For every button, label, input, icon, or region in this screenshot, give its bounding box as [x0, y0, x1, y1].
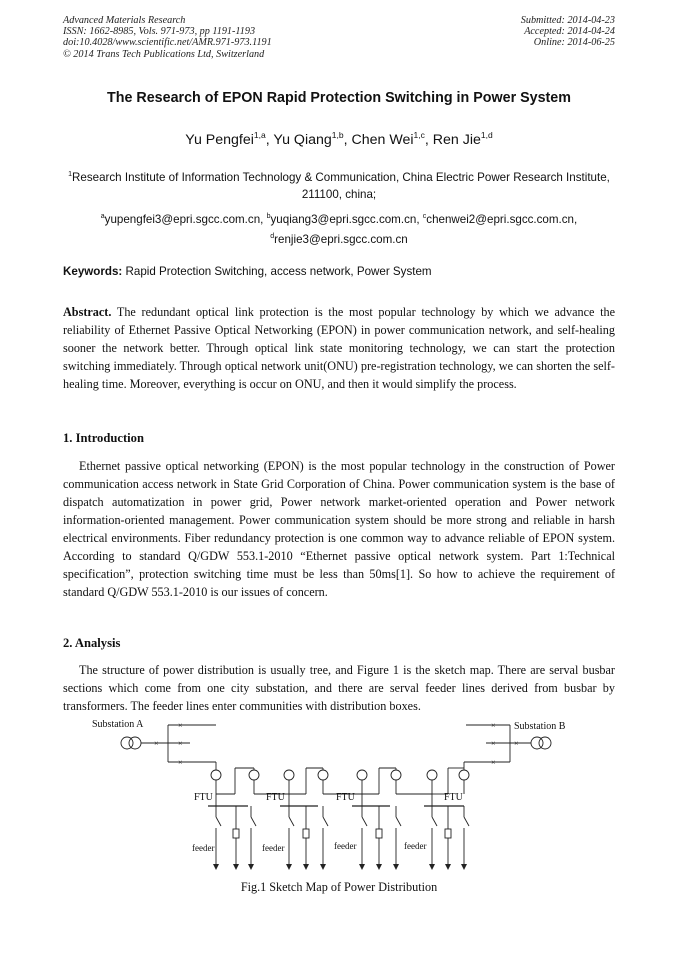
author-list: [63, 130, 615, 148]
author-sup: 1,b: [331, 130, 344, 140]
breaker-mark: ×: [491, 721, 496, 730]
issn-line: ISSN: 1662-8985, Vols. 971-973, pp 1191-1193: [63, 26, 256, 38]
email-sup: b: [266, 213, 271, 220]
power-distribution-diagram: [86, 714, 586, 874]
author-name: Chen Wei: [351, 132, 414, 148]
substation-b-label: Substation B: [514, 721, 566, 732]
feeder-arrow: [213, 864, 219, 870]
analysis-body: The structure of power distribution is usually tree, and Figure 1 is the sketch map. There are serval busbar sections which come from one city substation, and there are serval feeder lines derived from busbar by transformers. The feeder lines enter communities with distribution boxes.: [63, 663, 615, 713]
affiliation: [66, 166, 612, 203]
ring-breaker: [284, 770, 294, 780]
author-sep: ,: [265, 132, 274, 148]
paper-title: The Research of EPON Rapid Protection Switching in Power System: [107, 90, 571, 106]
email-list: [63, 208, 615, 248]
abstract-label: Abstract.: [63, 305, 112, 319]
email-sep: ,: [260, 213, 267, 226]
keywords-label: Keywords:: [63, 265, 123, 278]
keywords: [63, 265, 615, 278]
author-sup: 1,d: [480, 130, 493, 140]
transformer-b-coil-2: [539, 737, 551, 749]
email-sup: d: [270, 233, 275, 240]
feeder-arrow: [359, 864, 365, 870]
breaker-mark: ×: [514, 739, 519, 748]
feeder-drop: [362, 806, 401, 864]
accepted-date: Accepted: 2014-04-24: [524, 26, 615, 38]
breaker-mark: ×: [178, 721, 183, 730]
breaker-mark: ×: [491, 758, 496, 767]
email-address[interactable]: chenwei2@epri.sgcc.com.cn: [426, 213, 575, 226]
feeder-arrow: [303, 864, 309, 870]
author-sup: 1,a: [253, 130, 266, 140]
breaker-mark: ×: [491, 739, 496, 748]
section-heading-analysis: 2. Analysis: [63, 636, 121, 650]
doi-line: doi:10.4028/www.scientific.net/AMR.971-973.1191: [63, 37, 272, 49]
ftu-label: FTU: [194, 792, 213, 803]
feeder-drop: [289, 806, 328, 864]
feeder-label: feeder: [334, 841, 357, 851]
ftu-label: FTU: [266, 792, 285, 803]
feeder-arrow: [461, 864, 467, 870]
author-sup: 1,c: [413, 130, 425, 140]
ring-breaker: [318, 770, 328, 780]
ring-breaker: [459, 770, 469, 780]
feeder-label: feeder: [262, 843, 285, 853]
copyright-line: © 2014 Trans Tech Publications Ltd, Switzerland: [63, 48, 265, 60]
ftu-label: FTU: [444, 792, 463, 803]
ring-breaker: [357, 770, 367, 780]
ring-breaker: [427, 770, 437, 780]
feeder-arrow: [233, 864, 239, 870]
breaker-mark: ×: [178, 739, 183, 748]
transformer-a-coil-2: [129, 737, 141, 749]
author-name: Yu Qiang: [273, 132, 332, 148]
breaker-mark: ×: [154, 739, 159, 748]
submitted-date: Submitted: 2014-04-23: [520, 15, 615, 26]
author-sep: ,: [343, 132, 352, 148]
ring-breaker: [249, 770, 259, 780]
affiliation-sup: 1: [68, 171, 73, 178]
journal-header: [63, 15, 272, 60]
feeder-drop: [432, 806, 469, 864]
affiliation-text: Research Institute of Information Technology & Communication, China Electric Power Research Institute, 211100, china;: [72, 171, 610, 201]
feeder-arrow: [248, 864, 254, 870]
section-heading-introduction: 1. Introduction: [63, 431, 144, 445]
feeder-arrow: [429, 864, 435, 870]
feeder-arrow: [320, 864, 326, 870]
figure-caption: Fig.1 Sketch Map of Power Distribution: [240, 880, 438, 894]
keywords-text: Rapid Protection Switching, access network, Power System: [122, 265, 432, 278]
feeder-arrow: [376, 864, 382, 870]
ring-breaker: [391, 770, 401, 780]
feeder-label: feeder: [404, 841, 427, 851]
email-address[interactable]: yupengfei3@epri.sgcc.com.cn: [104, 213, 261, 226]
feeder-arrow: [393, 864, 399, 870]
email-sup: a: [100, 213, 105, 220]
email-address[interactable]: renjie3@epri.sgcc.com.cn: [274, 233, 408, 246]
email-sep: ,: [416, 213, 423, 226]
author-name: Ren Jie: [432, 132, 481, 148]
breaker-mark: ×: [178, 758, 183, 767]
ring-breaker: [211, 770, 221, 780]
feeder-arrow: [445, 864, 451, 870]
feeder-arrow: [286, 864, 292, 870]
dates-header: [521, 15, 615, 49]
substation-a-label: Substation A: [92, 719, 144, 730]
feeder-label: feeder: [192, 843, 215, 853]
feeder-drop: [216, 806, 256, 864]
journal-name: Advanced Materials Research: [63, 15, 186, 26]
email-sep: ,: [574, 213, 578, 226]
abstract: [63, 303, 615, 393]
abstract-text: The redundant optical link protection is the most popular technology by which we advance the reliability of Ethernet Passive Optical Networking (EPON) in power communication network, and self-healing sooner the network better. Through optical link state monitoring technology, we can start the protection switching immediately. Through optical network unit(ONU) pre-registration technology, we can shorten the self-healing time. Moreover, everything is occur on ONU, and then it would simplify the process.: [63, 305, 615, 391]
online-date: Online: 2014-06-25: [533, 37, 615, 49]
ftu-label: FTU: [336, 792, 355, 803]
email-address[interactable]: yuqiang3@epri.sgcc.com.cn: [270, 213, 417, 226]
introduction-body: Ethernet passive optical networking (EPON) is the most popular technology in the construction of Power communication access network in State Grid Corporation of China. Power communication system is the base of dispatch automatization in power grid, Power network market-oriented operation and Power network information-oriented management. Power communication system should be more strong and reliable in harsh electrical environments. Fiber redundancy protection is one common way to advance reliable of EPON system. According to standard Q/GDW 553.1-2010 “Ethernet passive optical network system. Part 1:Technical specification”, protection switching time must be less than 50ms[1]. So how to achieve the requirement of standard Q/GDW 553.1-2010 is our issues of concern.: [63, 459, 615, 599]
author-sep: ,: [424, 132, 433, 148]
author-name: Yu Pengfei: [185, 132, 254, 148]
email-sup: c: [422, 213, 427, 220]
